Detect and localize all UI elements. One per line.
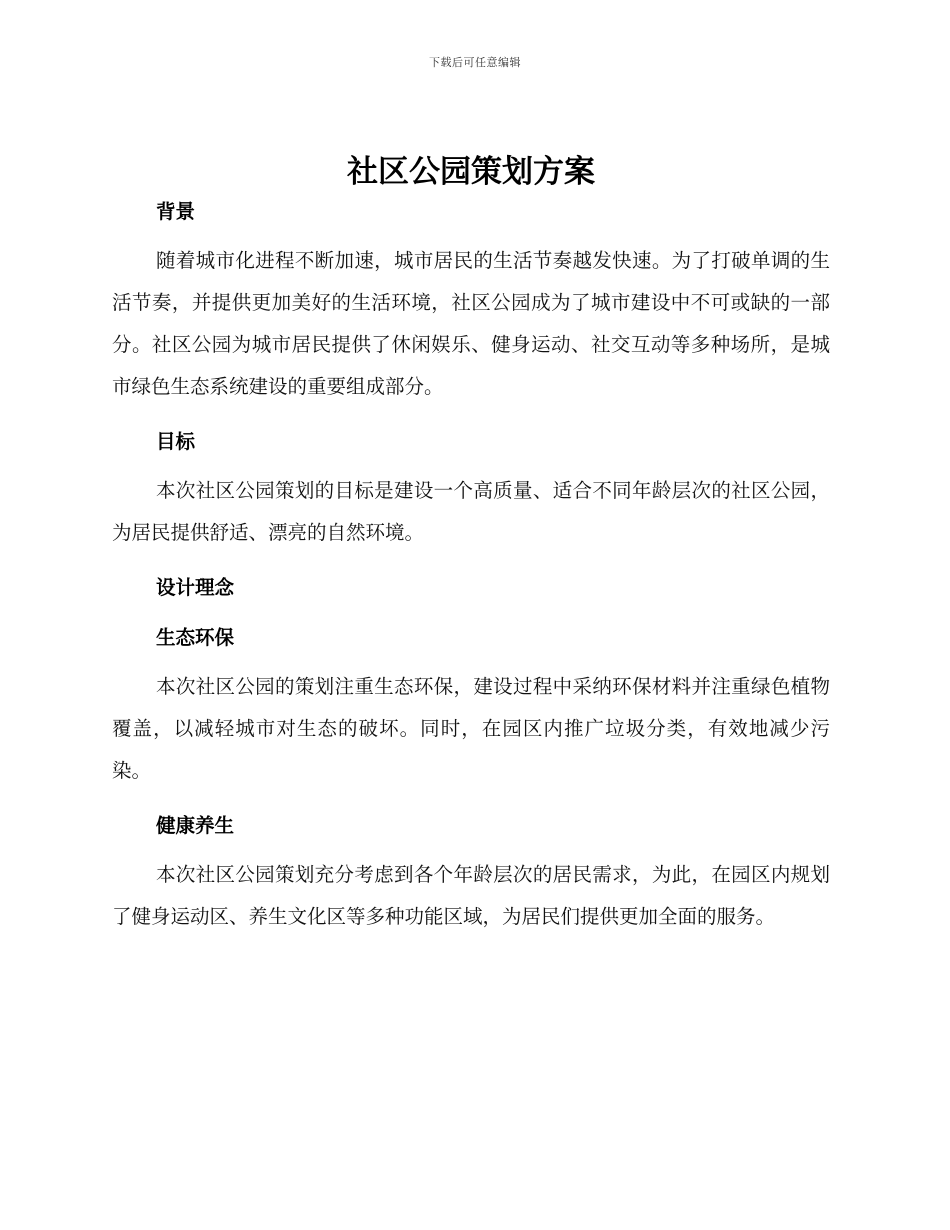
section-eco	[112, 624, 830, 792]
paragraph-background: 随着城市化进程不断加速，城市居民的生活节奏越发快速。为了打破单调的生活节奏，并提供更加美好的生活环境，社区公园成为了城市建设中不可或缺的一部分。社区公园为城市居民提供了休闲娱乐、健身运动、社交互动等多种场所，是城市绿色生态系统建设的重要组成部分。	[112, 249, 830, 398]
document-content	[112, 150, 830, 938]
paragraph-eco: 本次社区公园的策划注重生态环保，建设过程中采纳环保材料并注重绿色植物覆盖，以减轻城市对生态的破坏。同时，在园区内推广垃圾分类，有效地减少污染。	[112, 675, 830, 782]
document-title: 社区公园策划方案	[347, 154, 595, 190]
paragraph-health: 本次社区公园策划充分考虑到各个年龄层次的居民需求，为此，在园区内规划了健身运动区、养生文化区等多种功能区域，为居民们提供更加全面的服务。	[112, 863, 830, 928]
section-heading-goal: 目标	[156, 430, 196, 453]
section-health	[112, 812, 830, 938]
section-heading-eco: 生态环保	[156, 626, 235, 649]
section-heading-background: 背景	[156, 200, 196, 223]
paragraph-goal: 本次社区公园策划的目标是建设一个高质量、适合不同年龄层次的社区公园，为居民提供舒适、漂亮的自然环境。	[112, 479, 830, 544]
section-design-concept	[112, 574, 830, 602]
section-heading-design-concept: 设计理念	[156, 576, 235, 599]
section-heading-health: 健康养生	[156, 814, 235, 837]
section-goal	[112, 428, 830, 554]
page-header: 下载后可任意编辑	[429, 56, 521, 69]
section-background	[112, 198, 830, 408]
